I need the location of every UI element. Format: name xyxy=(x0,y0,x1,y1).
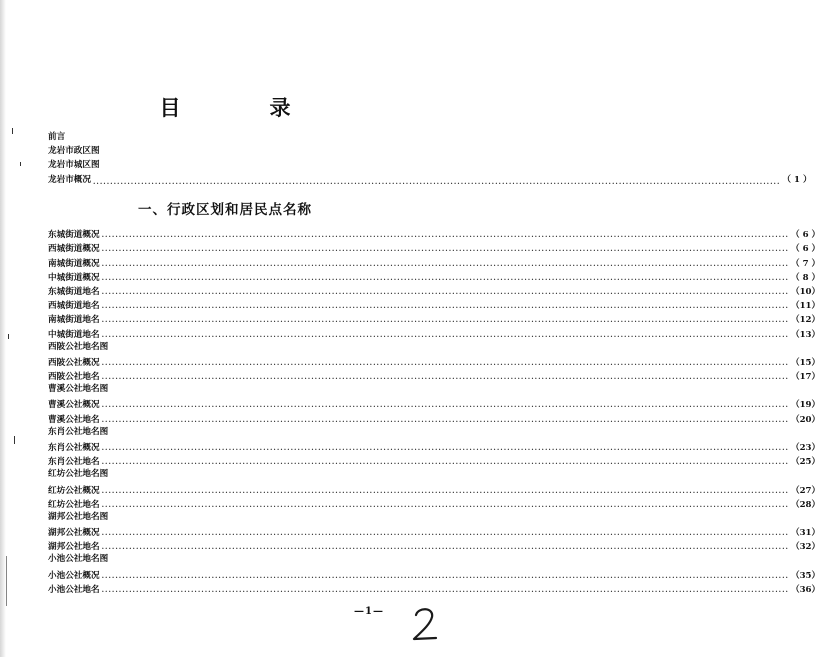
toc-entry-label: 曹溪公社概况 xyxy=(48,400,100,411)
toc-entry-page: （15） xyxy=(790,357,820,368)
toc-entry xyxy=(48,173,812,188)
toc-entry-label: 龙岩市概况 xyxy=(48,174,91,185)
dot-leader: ........................................................................................................................................................................................................ xyxy=(101,315,789,325)
margin-mark xyxy=(14,436,15,444)
toc-entry-heading: 龙岩市城区图 xyxy=(48,160,100,171)
toc-entry-label: 小池公社概况 xyxy=(48,570,100,581)
dot-leader: ........................................................................................................................................................................................................ xyxy=(101,400,789,410)
toc-entry xyxy=(48,410,820,425)
toc-entry-label: 西陂公社概况 xyxy=(48,357,100,368)
toc-entry-page: （31） xyxy=(790,528,820,539)
dot-leader: ........................................................................................................................................................................................................ xyxy=(101,414,789,424)
toc-entry-label: 东城街道地名 xyxy=(48,286,100,297)
section-heading: 一、行政区划和居民点名称 xyxy=(138,202,312,218)
toc-entry xyxy=(48,283,820,297)
toc-entry-page: （11） xyxy=(790,301,820,312)
toc-entry-page: （ 7 ） xyxy=(790,258,820,269)
dot-leader: ........................................................................................................................................................................................................ xyxy=(101,258,789,268)
toc-entry-label: 小池公社地名 xyxy=(48,584,100,595)
toc-entry-label: 西陂公社地名 xyxy=(48,372,100,383)
page-folio: —1— xyxy=(354,606,384,617)
toc-entry xyxy=(48,439,820,453)
toc-entry-label: 红坊公社概况 xyxy=(48,485,100,496)
dot-leader: ........................................................................................................................................................................................................ xyxy=(101,329,789,339)
toc-entry-label: 南城街道地名 xyxy=(48,315,100,326)
toc-entry xyxy=(48,581,820,595)
toc-entry xyxy=(48,254,820,269)
dot-leader: ........................................................................................................................................................................................................ xyxy=(101,485,789,495)
dot-leader: ........................................................................................................................................................................................................ xyxy=(101,286,789,296)
toc-entry-page: （25） xyxy=(790,457,820,468)
toc-entry-page: （ 8 ） xyxy=(790,272,820,283)
dot-leader: ........................................................................................................................................................................................................ xyxy=(101,457,789,467)
toc-entry xyxy=(48,524,820,539)
toc-entry-heading: 龙岩市政区图 xyxy=(48,146,100,157)
toc-entry-label: 湖邦公社地名 xyxy=(48,542,100,553)
toc-entry xyxy=(48,311,820,326)
toc-entry-page: （ 1 ） xyxy=(782,174,812,185)
toc-entry xyxy=(48,368,820,383)
front-matter-list xyxy=(48,130,812,187)
toc-entry-page: （13） xyxy=(790,329,820,340)
toc-entry-page: （ 6 ） xyxy=(790,230,820,241)
dot-leader: ........................................................................................................................................................................................................ xyxy=(101,584,789,594)
toc-entry xyxy=(48,496,820,510)
toc-entry xyxy=(48,240,820,255)
dot-leader: ........................................................................................................................................................................................................ xyxy=(92,177,781,187)
toc-entry-heading: 湖邦公社地名图 xyxy=(48,511,109,522)
toc-entry-label: 东肖公社地名 xyxy=(48,457,100,468)
margin-mark xyxy=(20,162,21,166)
toc-entry xyxy=(48,354,820,368)
dot-leader: ........................................................................................................................................................................................................ xyxy=(101,230,789,240)
toc-entry xyxy=(48,325,820,340)
page-title: 目 录 xyxy=(159,95,325,120)
toc-entry-label: 南城街道概况 xyxy=(48,258,100,269)
toc-entry-heading: 红坊公社地名图 xyxy=(48,469,109,480)
toc-entry xyxy=(48,453,820,468)
toc-entry xyxy=(48,269,820,283)
dot-leader: ........................................................................................................................................................................................................ xyxy=(101,528,789,538)
toc-entry-page: （27） xyxy=(790,485,820,496)
toc-entry-page: （23） xyxy=(790,443,820,453)
toc-entry-label: 西城街道地名 xyxy=(48,301,100,312)
margin-mark xyxy=(12,128,13,134)
toc-entry-page: （10） xyxy=(790,286,820,297)
toc-entry-page: （17） xyxy=(790,372,820,383)
toc-entry-label: 湖邦公社概况 xyxy=(48,528,100,539)
toc-entry xyxy=(48,481,820,496)
toc-entry-heading: 西陂公社地名图 xyxy=(48,341,109,352)
toc-entry-label: 东城街道概况 xyxy=(48,230,100,241)
toc-entry-label: 西城街道概况 xyxy=(48,244,100,255)
toc-entry xyxy=(48,226,820,241)
dot-leader: ........................................................................................................................................................................................................ xyxy=(101,272,789,282)
toc-entry-page: （19） xyxy=(790,400,820,411)
dot-leader: ........................................................................................................................................................................................................ xyxy=(101,542,789,552)
toc-entry-label: 东肖公社概况 xyxy=(48,443,100,453)
toc-entry-label: 中城街道地名 xyxy=(48,329,100,340)
dot-leader: ........................................................................................................................................................................................................ xyxy=(101,301,789,311)
dot-leader: ........................................................................................................................................................................................................ xyxy=(101,372,789,382)
toc-entry-heading: 前言 xyxy=(48,132,66,142)
toc-entry-label: 中城街道概况 xyxy=(48,272,100,283)
toc-list xyxy=(48,226,820,595)
toc-entry-heading: 东肖公社地名图 xyxy=(48,426,109,437)
toc-entry-label: 曹溪公社地名 xyxy=(48,414,100,425)
toc-entry xyxy=(48,396,820,411)
toc-entry xyxy=(48,538,820,553)
toc-entry-page: （28） xyxy=(790,499,820,510)
toc-entry-page: （32） xyxy=(790,542,820,553)
toc-entry xyxy=(48,567,820,581)
toc-entry-page: （ 6 ） xyxy=(790,244,820,255)
toc-entry-page: （36） xyxy=(790,584,820,595)
toc-entry-label: 红坊公社地名 xyxy=(48,499,100,510)
toc-entry xyxy=(48,297,820,312)
handwritten-page-number xyxy=(410,605,440,643)
dot-leader: ........................................................................................................................................................................................................ xyxy=(101,357,789,367)
toc-entry-page: （20） xyxy=(790,414,820,425)
toc-entry-heading: 曹溪公社地名图 xyxy=(48,384,109,395)
dot-leader: ........................................................................................................................................................................................................ xyxy=(101,244,789,254)
dot-leader: ........................................................................................................................................................................................................ xyxy=(101,570,789,580)
margin-mark xyxy=(6,556,7,606)
toc-entry-page: （35） xyxy=(790,570,820,581)
toc-entry-heading: 小池公社地名图 xyxy=(48,554,109,565)
margin-mark xyxy=(8,334,9,339)
dot-leader: ........................................................................................................................................................................................................ xyxy=(101,499,789,509)
dot-leader: ........................................................................................................................................................................................................ xyxy=(101,443,789,452)
toc-entry-page: （12） xyxy=(790,315,820,326)
